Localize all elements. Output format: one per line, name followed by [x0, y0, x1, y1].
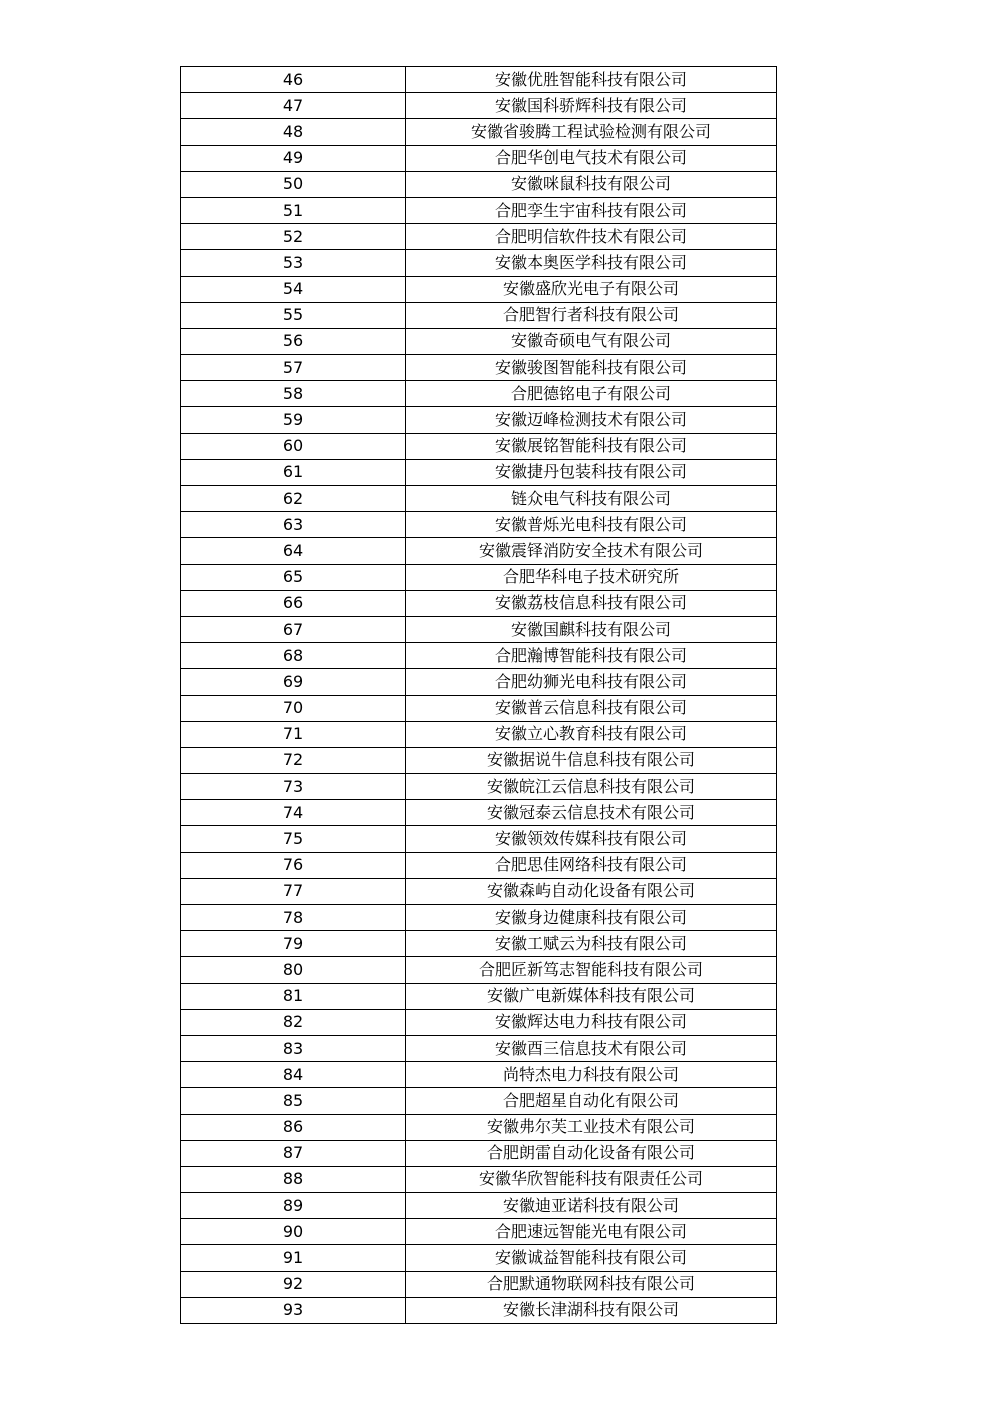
- table-row: [181, 145, 777, 171]
- table-row: [181, 1140, 777, 1166]
- row-number-cell: 92: [181, 1271, 406, 1297]
- company-name-cell: 合肥华创电气技术有限公司: [406, 145, 777, 171]
- company-name-cell: 安徽长津湖科技有限公司: [406, 1297, 777, 1323]
- row-number-cell: 70: [181, 695, 406, 721]
- company-name-cell: 合肥瀚博智能科技有限公司: [406, 643, 777, 669]
- row-number-cell: 47: [181, 93, 406, 119]
- row-number-cell: 80: [181, 957, 406, 983]
- row-number-cell: 93: [181, 1297, 406, 1323]
- row-number-cell: 73: [181, 774, 406, 800]
- table-row: [181, 695, 777, 721]
- company-name-cell: 安徽森屿自动化设备有限公司: [406, 878, 777, 904]
- row-number-cell: 74: [181, 800, 406, 826]
- row-number-cell: 66: [181, 590, 406, 616]
- company-name-cell: 合肥默通物联网科技有限公司: [406, 1271, 777, 1297]
- company-name-cell: 安徽省骏腾工程试验检测有限公司: [406, 119, 777, 145]
- row-number-cell: 67: [181, 616, 406, 642]
- company-name-cell: 安徽盛欣光电子有限公司: [406, 276, 777, 302]
- company-name-cell: 安徽骏图智能科技有限公司: [406, 355, 777, 381]
- table-row: [181, 459, 777, 485]
- row-number-cell: 62: [181, 486, 406, 512]
- company-name-cell: 合肥德铭电子有限公司: [406, 381, 777, 407]
- row-number-cell: 51: [181, 197, 406, 223]
- row-number-cell: 57: [181, 355, 406, 381]
- company-name-cell: 安徽奇硕电气有限公司: [406, 328, 777, 354]
- row-number-cell: 72: [181, 747, 406, 773]
- table-row: [181, 381, 777, 407]
- company-name-cell: 安徽辉达电力科技有限公司: [406, 1009, 777, 1035]
- table-row: [181, 328, 777, 354]
- table-row: [181, 1245, 777, 1271]
- row-number-cell: 53: [181, 250, 406, 276]
- company-name-cell: 安徽冠泰云信息技术有限公司: [406, 800, 777, 826]
- row-number-cell: 75: [181, 826, 406, 852]
- company-name-cell: 安徽国科骄辉科技有限公司: [406, 93, 777, 119]
- company-name-cell: 链众电气科技有限公司: [406, 486, 777, 512]
- company-name-cell: 安徽领效传媒科技有限公司: [406, 826, 777, 852]
- table-row: [181, 197, 777, 223]
- company-name-cell: 合肥明信软件技术有限公司: [406, 224, 777, 250]
- company-name-cell: 安徽弗尔芙工业技术有限公司: [406, 1114, 777, 1140]
- row-number-cell: 55: [181, 302, 406, 328]
- row-number-cell: 81: [181, 983, 406, 1009]
- row-number-cell: 87: [181, 1140, 406, 1166]
- table-row: [181, 1009, 777, 1035]
- row-number-cell: 56: [181, 328, 406, 354]
- row-number-cell: 77: [181, 878, 406, 904]
- table-body: [181, 67, 777, 1324]
- row-number-cell: 58: [181, 381, 406, 407]
- company-name-cell: 合肥超星自动化有限公司: [406, 1088, 777, 1114]
- table-row: [181, 1193, 777, 1219]
- table-row: [181, 931, 777, 957]
- company-list-table: [180, 66, 777, 1324]
- row-number-cell: 91: [181, 1245, 406, 1271]
- company-name-cell: 安徽捷丹包装科技有限公司: [406, 459, 777, 485]
- row-number-cell: 68: [181, 643, 406, 669]
- table-row: [181, 957, 777, 983]
- company-name-cell: 合肥速远智能光电有限公司: [406, 1219, 777, 1245]
- company-name-cell: 安徽广电新媒体科技有限公司: [406, 983, 777, 1009]
- company-name-cell: 安徽荔枝信息科技有限公司: [406, 590, 777, 616]
- table-row: [181, 826, 777, 852]
- company-name-cell: 合肥幼狮光电科技有限公司: [406, 669, 777, 695]
- table-row: [181, 67, 777, 93]
- row-number-cell: 83: [181, 1035, 406, 1061]
- table-row: [181, 250, 777, 276]
- table-row: [181, 721, 777, 747]
- table-row: [181, 119, 777, 145]
- row-number-cell: 52: [181, 224, 406, 250]
- table-row: [181, 1035, 777, 1061]
- company-name-cell: 安徽普烁光电科技有限公司: [406, 512, 777, 538]
- company-name-cell: 安徽咪鼠科技有限公司: [406, 171, 777, 197]
- row-number-cell: 71: [181, 721, 406, 747]
- table-row: [181, 852, 777, 878]
- row-number-cell: 89: [181, 1193, 406, 1219]
- company-name-cell: 安徽工赋云为科技有限公司: [406, 931, 777, 957]
- company-name-cell: 合肥智行者科技有限公司: [406, 302, 777, 328]
- table-row: [181, 774, 777, 800]
- company-name-cell: 安徽国麒科技有限公司: [406, 616, 777, 642]
- row-number-cell: 79: [181, 931, 406, 957]
- table-row: [181, 616, 777, 642]
- row-number-cell: 63: [181, 512, 406, 538]
- row-number-cell: 65: [181, 564, 406, 590]
- table-row: [181, 669, 777, 695]
- row-number-cell: 76: [181, 852, 406, 878]
- company-name-cell: 安徽普云信息科技有限公司: [406, 695, 777, 721]
- row-number-cell: 90: [181, 1219, 406, 1245]
- company-name-cell: 尚特杰电力科技有限公司: [406, 1062, 777, 1088]
- table-row: [181, 302, 777, 328]
- table-row: [181, 224, 777, 250]
- row-number-cell: 64: [181, 538, 406, 564]
- row-number-cell: 86: [181, 1114, 406, 1140]
- table-row: [181, 1088, 777, 1114]
- row-number-cell: 46: [181, 67, 406, 93]
- table-row: [181, 983, 777, 1009]
- company-name-cell: 安徽立心教育科技有限公司: [406, 721, 777, 747]
- row-number-cell: 49: [181, 145, 406, 171]
- table-row: [181, 643, 777, 669]
- row-number-cell: 78: [181, 905, 406, 931]
- row-number-cell: 50: [181, 171, 406, 197]
- company-name-cell: 安徽华欣智能科技有限责任公司: [406, 1166, 777, 1192]
- row-number-cell: 48: [181, 119, 406, 145]
- company-name-cell: 安徽展铭智能科技有限公司: [406, 433, 777, 459]
- row-number-cell: 61: [181, 459, 406, 485]
- table-row: [181, 878, 777, 904]
- company-name-cell: 安徽震铎消防安全技术有限公司: [406, 538, 777, 564]
- table-row: [181, 1062, 777, 1088]
- table-row: [181, 407, 777, 433]
- table-row: [181, 800, 777, 826]
- table-row: [181, 1271, 777, 1297]
- company-name-cell: 合肥匠新笃志智能科技有限公司: [406, 957, 777, 983]
- row-number-cell: 84: [181, 1062, 406, 1088]
- row-number-cell: 60: [181, 433, 406, 459]
- company-name-cell: 安徽优胜智能科技有限公司: [406, 67, 777, 93]
- table-row: [181, 355, 777, 381]
- company-name-cell: 安徽酉三信息技术有限公司: [406, 1035, 777, 1061]
- company-name-cell: 合肥孪生宇宙科技有限公司: [406, 197, 777, 223]
- table-row: [181, 171, 777, 197]
- table-row: [181, 486, 777, 512]
- company-name-cell: 合肥朗雷自动化设备有限公司: [406, 1140, 777, 1166]
- company-name-cell: 合肥思佳网络科技有限公司: [406, 852, 777, 878]
- company-name-cell: 安徽身边健康科技有限公司: [406, 905, 777, 931]
- company-name-cell: 合肥华科电子技术研究所: [406, 564, 777, 590]
- company-name-cell: 安徽迪亚诺科技有限公司: [406, 1193, 777, 1219]
- table-row: [181, 905, 777, 931]
- row-number-cell: 88: [181, 1166, 406, 1192]
- table-row: [181, 512, 777, 538]
- table-row: [181, 1297, 777, 1323]
- row-number-cell: 85: [181, 1088, 406, 1114]
- company-name-cell: 安徽诚益智能科技有限公司: [406, 1245, 777, 1271]
- table-row: [181, 93, 777, 119]
- table-row: [181, 564, 777, 590]
- table-row: [181, 433, 777, 459]
- table-row: [181, 538, 777, 564]
- row-number-cell: 82: [181, 1009, 406, 1035]
- table-row: [181, 1114, 777, 1140]
- table-row: [181, 747, 777, 773]
- company-name-cell: 安徽皖江云信息科技有限公司: [406, 774, 777, 800]
- row-number-cell: 54: [181, 276, 406, 302]
- table-row: [181, 276, 777, 302]
- table-row: [181, 1219, 777, 1245]
- company-name-cell: 安徽本奥医学科技有限公司: [406, 250, 777, 276]
- table-row: [181, 590, 777, 616]
- company-name-cell: 安徽迈峰检测技术有限公司: [406, 407, 777, 433]
- row-number-cell: 59: [181, 407, 406, 433]
- company-name-cell: 安徽据说牛信息科技有限公司: [406, 747, 777, 773]
- row-number-cell: 69: [181, 669, 406, 695]
- table-row: [181, 1166, 777, 1192]
